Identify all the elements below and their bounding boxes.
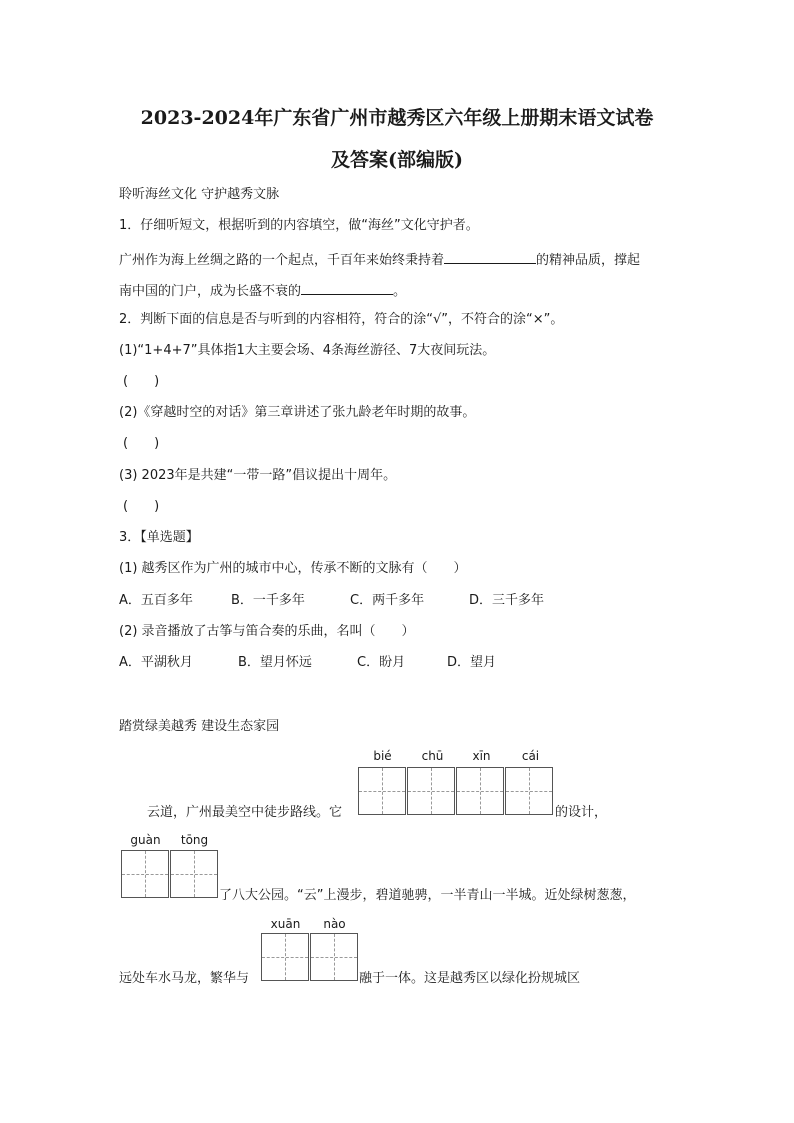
pinyin-5: guàn (130, 833, 161, 847)
q1-prompt: 1．仔细听短文，根据听到的内容填空，做“海丝”文化守护者。 (119, 218, 479, 233)
q2-item-1: (1)“1+4+7”具体指1大主要会场、4条海丝游径、7大夜间玩法。 (119, 343, 496, 358)
q2-answer-paren-2[interactable]: ( ) (123, 436, 160, 451)
pinyin-2: chū (421, 749, 444, 763)
pinyin-7: xuān (270, 917, 301, 931)
q3-sub1-text: (1) 越秀区作为广州的城市中心，传承不断的文脉有（ ） (119, 561, 467, 576)
page-title-line2: 及答案(部编版) (331, 149, 463, 171)
section1-heading: 聆听海丝文化 守护越秀文脉 (119, 187, 280, 202)
q3-sub1-option-d[interactable]: D．三千多年 (469, 593, 545, 608)
char-box-5[interactable] (121, 850, 169, 898)
q3-sub1-option-c[interactable]: C．两千多年 (350, 593, 425, 608)
q3-sub2-option-b[interactable]: B．望月怀远 (238, 655, 312, 670)
q1-line2-text-post: 。 (393, 284, 407, 299)
q3-sub2-text: (2) 录音播放了古筝与笛合奏的乐曲，名叫（ ） (119, 624, 415, 639)
s2-line1-text: 云道，广州最美空中徒步路线。它 (147, 805, 343, 820)
q2-item-2: (2)《穿越时空的对话》第三章讲述了张九龄老年时期的故事。 (119, 405, 476, 420)
q1-line2-text: 南中国的门户，成为长盛不衰的 (119, 284, 302, 299)
char-box-6[interactable] (170, 850, 218, 898)
q2-answer-paren-1[interactable]: ( ) (123, 374, 160, 389)
q1-line1-text: 广州作为海上丝绸之路的一个起点，千百年来始终秉持着 (119, 253, 445, 268)
pinyin-6: tōng (180, 833, 209, 847)
page-title-line1: 2023-2024年广东省广州市越秀区六年级上册期末语文试卷 (140, 107, 654, 129)
q1-line1 (119, 250, 640, 269)
q3-sub2-option-d[interactable]: D．望月 (447, 655, 497, 670)
pinyin-8: nào (323, 917, 346, 931)
char-box-3[interactable] (456, 767, 504, 815)
q2-item-3: (3) 2023年是共建“一带一路”倡议提出十周年。 (119, 468, 397, 483)
pinyin-3: xīn (472, 749, 491, 763)
q2-prompt: 2．判断下面的信息是否与听到的内容相符，符合的涂“√”，不符合的涂“×”。 (119, 312, 564, 327)
q1-blank-1[interactable] (444, 250, 536, 264)
q3-sub2-option-c[interactable]: C．盼月 (357, 655, 406, 670)
q3-sub2-options (119, 655, 496, 671)
s2-line2-text: 了八大公园。“云”上漫步，碧道驰骋，一半青山一半城。近处绿树葱葱， (219, 888, 636, 903)
q3-sub1-option-b[interactable]: B．一千多年 (231, 593, 305, 608)
char-box-7[interactable] (261, 933, 309, 981)
s2-line3-text: 远处车水马龙，繁华与 (119, 971, 250, 986)
q1-line2 (119, 281, 406, 300)
q3-sub2-option-a[interactable]: A．平湖秋月 (119, 655, 193, 670)
pinyin-4: cái (521, 749, 540, 763)
char-box-8[interactable] (310, 933, 358, 981)
q1-line1-text-post: 的精神品质，撑起 (536, 253, 641, 268)
char-box-2[interactable] (407, 767, 455, 815)
pinyin-1: bié (373, 749, 392, 763)
char-box-4[interactable] (505, 767, 553, 815)
q1-blank-2[interactable] (301, 281, 393, 295)
q2-answer-paren-3[interactable]: ( ) (123, 499, 160, 514)
section2-heading: 踏赏绿美越秀 建设生态家园 (119, 719, 280, 734)
s2-line3-text-post: 融于一体。这是越秀区以绿化扮规城区 (359, 971, 581, 986)
q3-prompt: 3．【单选题】 (119, 530, 199, 545)
q3-sub1-option-a[interactable]: A．五百多年 (119, 593, 193, 608)
s2-line1-text-post: 的设计， (555, 805, 608, 820)
q3-sub1-options (119, 593, 544, 609)
char-box-1[interactable] (358, 767, 406, 815)
